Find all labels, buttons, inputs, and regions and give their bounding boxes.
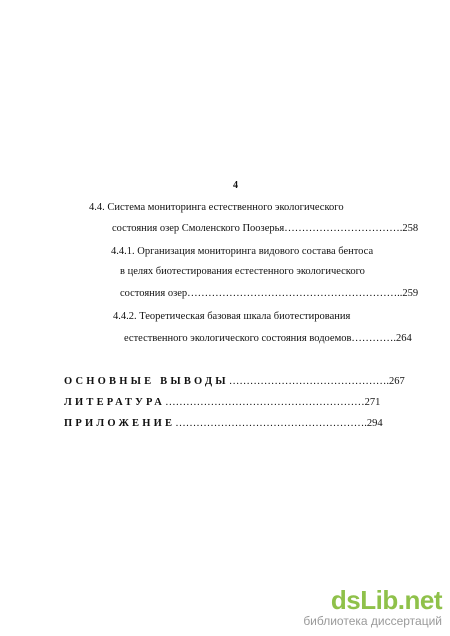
page-number: 4 [233,180,238,191]
toc-entry-4-4-1-line2: в целях биотестирования естестенного экологического [120,266,365,277]
toc-main-literature-title: ЛИТЕРАТУРА [64,397,166,408]
toc-main-literature-dots: …………………………………………………271 [165,397,381,408]
toc-entry-4-4-1-line3: состояния озер……………………………………………………..259 [120,288,419,299]
toc-main-conclusions-title: ОСНОВНЫЕ ВЫВОДЫ [64,376,229,387]
toc-main-appendix [64,417,383,430]
dslib-watermark [303,587,442,628]
toc-main-appendix-title: ПРИЛОЖЕНИЕ [64,418,176,429]
logo-ds: ds [330,585,361,615]
logo-lib: Lib [360,585,398,615]
toc-entry-4-4-2-line2: естественного экологического состояния водоемов………….264 [124,333,412,344]
logo-net: net [404,585,442,615]
toc-main-conclusions [64,375,405,388]
toc-entry-4-4-1-title: 4.4.1. Организация мониторинга видового состава бентоса [111,246,374,257]
toc-main-appendix-dots: ……………………………………………….294 [175,418,383,429]
toc-entry-4-4-title: 4.4. Система мониторинга естественного экологического [89,202,344,213]
dslib-subtitle: библиотека диссертаций [303,614,442,628]
toc-main-conclusions-dots: ……………………………………….267 [228,376,405,387]
toc-entry-4-4-continuation: состояния озер Смоленского Поозерья…………………………….258 [112,223,419,234]
logo-dot: . [397,585,405,615]
dslib-logo [303,587,442,613]
toc-main-literature [64,396,380,409]
toc-entry-4-4-2-title: 4.4.2. Теоретическая базовая шкала биотестирования [113,311,351,322]
